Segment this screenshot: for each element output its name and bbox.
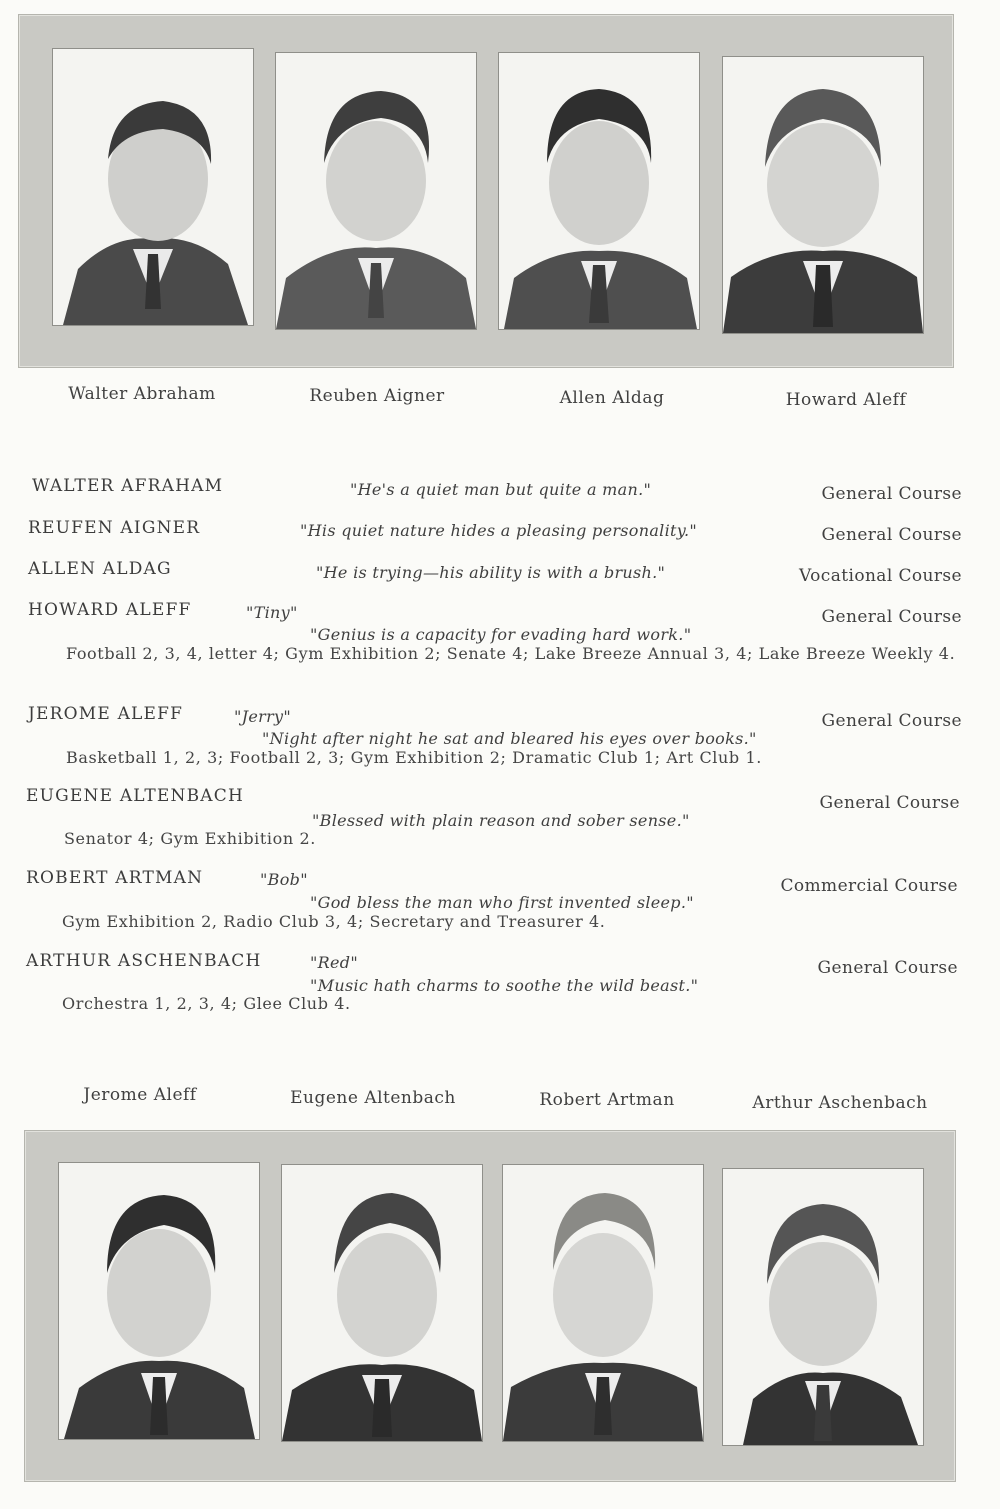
entry-quote: "Night after night he sat and bleared his eyes over books." [262, 729, 757, 748]
entry-quote: "Genius is a capacity for evading hard work." [310, 625, 692, 644]
entry-quote: "He is trying—his ability is with a brush." [316, 563, 666, 582]
entry-nickname: "Bob" [260, 870, 308, 889]
entry-course: Vocational Course [799, 566, 962, 586]
entry-activities: Football 2, 3, 4, letter 4; Gym Exhibition 2; Senate 4; Lake Breeze Annual 3, 4; Lake Breeze Weekly 4. [66, 644, 956, 663]
entry-activities: Gym Exhibition 2, Radio Club 3, 4; Secretary and Treasurer 4. [62, 912, 606, 931]
portrait-reuben-aigner [275, 52, 477, 330]
caption-reuben-aigner: Reuben Aigner [309, 386, 445, 406]
entry-quote: "God bless the man who first invented sleep." [310, 893, 694, 912]
entry-name: ALLEN ALDAG [28, 559, 172, 579]
portrait-arthur-aschenbach [722, 1168, 924, 1446]
entry-activities: Basketball 1, 2, 3; Football 2, 3; Gym Exhibition 2; Dramatic Club 1; Art Club 1. [66, 748, 762, 767]
portrait-eugene-altenbach [281, 1164, 483, 1442]
caption-allen-aldag: Allen Aldag [559, 388, 665, 408]
entry-name: ARTHUR ASCHENBACH [26, 951, 262, 971]
entry-name: JEROME ALEFF [28, 704, 184, 724]
portrait-jerome-aleff [58, 1162, 260, 1440]
portrait-allen-aldag [498, 52, 700, 330]
portrait-howard-aleff [722, 56, 924, 334]
entry-course: General Course [821, 484, 962, 504]
portrait-walter-abraham [52, 48, 254, 326]
entry-activities: Senator 4; Gym Exhibition 2. [64, 829, 316, 848]
caption-howard-aleff: Howard Aleff [785, 390, 907, 410]
entry-course: General Course [817, 958, 958, 978]
entry-name: EUGENE ALTENBACH [26, 786, 245, 806]
entry-activities: Orchestra 1, 2, 3, 4; Glee Club 4. [62, 994, 351, 1013]
portrait-robert-artman [502, 1164, 704, 1442]
entry-name: WALTER AFRAHAM [32, 476, 224, 496]
entry-course: General Course [821, 607, 962, 627]
caption-jerome-aleff: Jerome Aleff [83, 1085, 197, 1105]
caption-robert-artman: Robert Artman [539, 1090, 675, 1110]
entry-nickname: "Red" [310, 953, 358, 972]
entry-name: REUFEN AIGNER [28, 518, 201, 538]
caption-eugene-altenbach: Eugene Altenbach [290, 1088, 456, 1108]
entry-course: General Course [821, 525, 962, 545]
entry-nickname: "Tiny" [246, 603, 298, 622]
entry-quote: "His quiet nature hides a pleasing personality." [300, 521, 698, 540]
entry-course: Commercial Course [780, 876, 958, 896]
caption-arthur-aschenbach: Arthur Aschenbach [752, 1093, 928, 1113]
entry-name: HOWARD ALEFF [28, 600, 192, 620]
entry-quote: "Blessed with plain reason and sober sense." [312, 811, 690, 830]
entry-course: General Course [821, 711, 962, 731]
entry-course: General Course [819, 793, 960, 813]
entry-nickname: "Jerry" [234, 707, 292, 726]
caption-walter-abraham: Walter Abraham [68, 384, 216, 404]
entry-name: ROBERT ARTMAN [26, 868, 204, 888]
entry-quote: "Music hath charms to soothe the wild beast." [310, 976, 699, 995]
entry-quote: "He's a quiet man but quite a man." [350, 480, 652, 499]
